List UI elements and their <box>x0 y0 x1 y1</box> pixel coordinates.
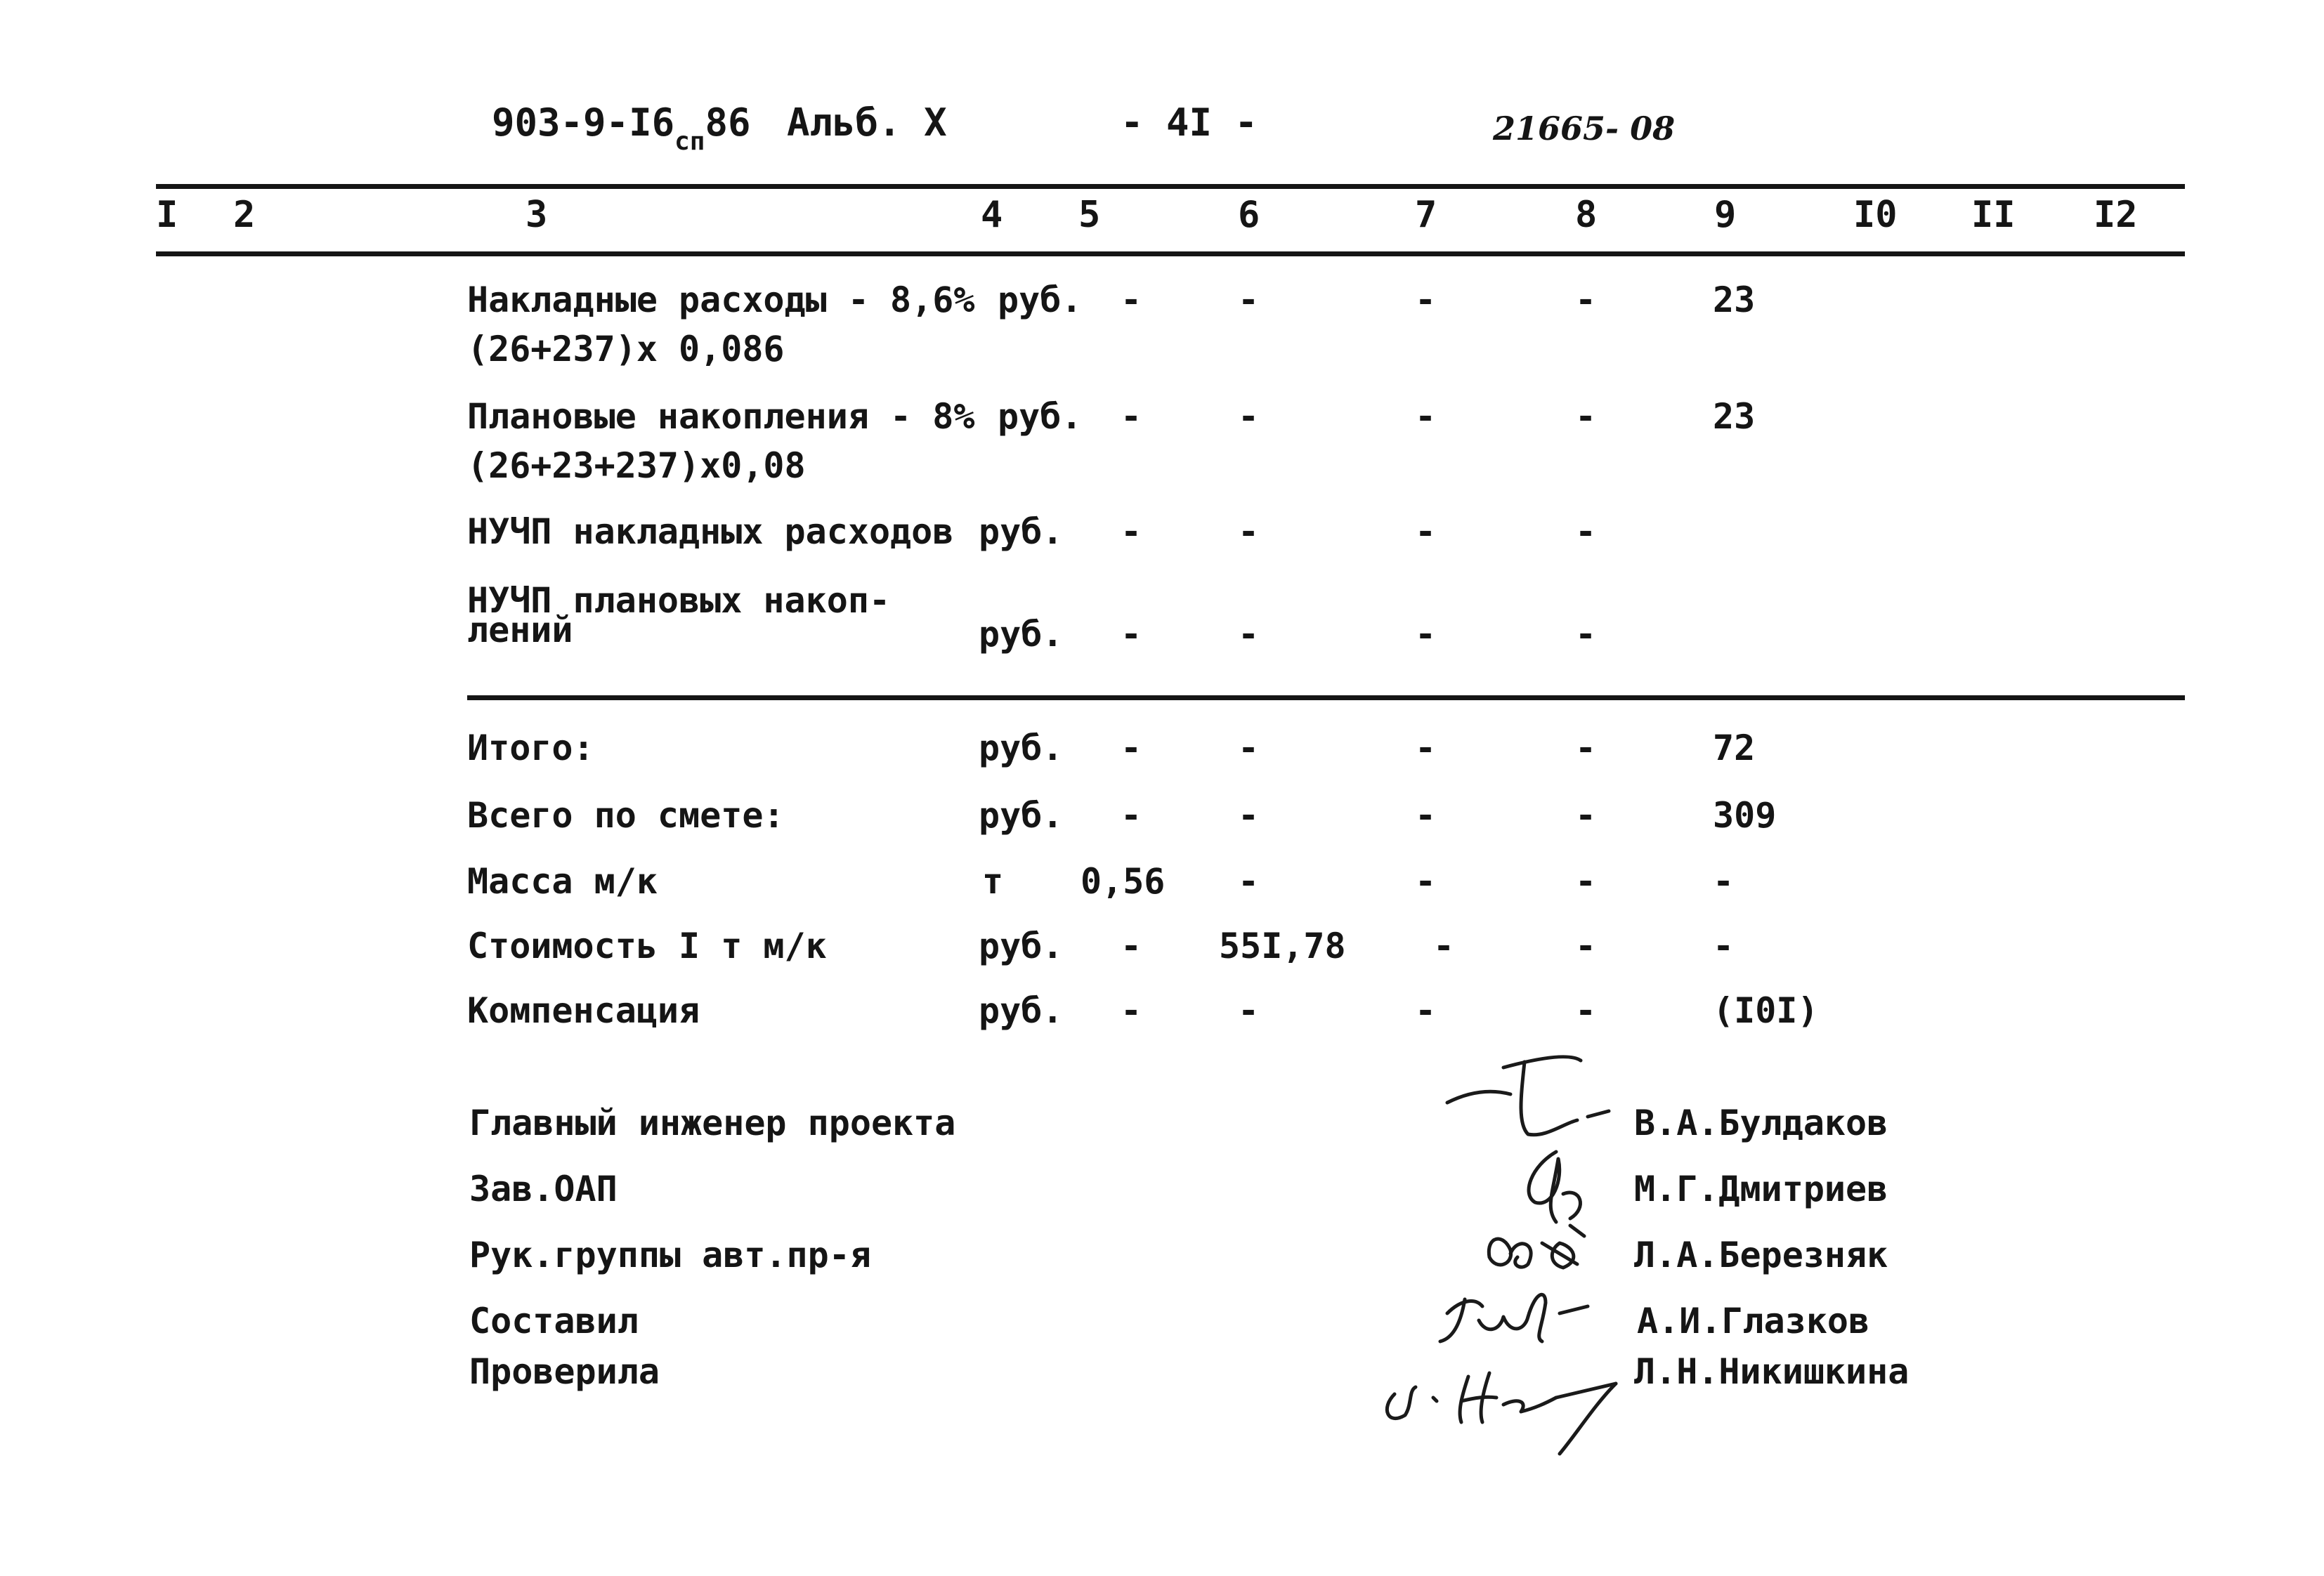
row-unit: руб. <box>979 511 1064 552</box>
cell-col5: 0,56 <box>1081 861 1166 902</box>
signature-name-compiler: А.И.Глазков <box>1637 1301 1870 1341</box>
row-label: Масса м/к <box>467 861 658 902</box>
cell-col6: - <box>1238 396 1260 437</box>
signature-name-chief-engineer: В.А.Булдаков <box>1634 1103 1888 1143</box>
cell-col5: - <box>1121 614 1142 655</box>
signature-name-group-lead: Л.А.Березняк <box>1634 1235 1888 1275</box>
document-code-main: 903-9-I6 <box>492 100 675 145</box>
row-unit: руб. <box>979 728 1064 768</box>
row-label: Всего по смете: <box>467 795 785 836</box>
row-formula: (26+237)x 0,086 <box>467 329 785 369</box>
cell-col9: - <box>1713 926 1735 966</box>
cell-col8: - <box>1575 861 1597 902</box>
cell-col7: - <box>1415 990 1437 1031</box>
cell-col5: - <box>1121 795 1142 836</box>
cell-col9: 72 <box>1713 728 1756 768</box>
row-label: НУЧП накладных расходов <box>467 511 954 552</box>
row-label-continued: лений <box>467 610 573 650</box>
row-unit: руб. <box>979 990 1064 1031</box>
cell-col6: - <box>1238 280 1260 320</box>
cell-col6: - <box>1238 614 1260 655</box>
column-number-9: 9 <box>1714 194 1737 236</box>
signature-mark-department-head <box>1529 1152 1584 1236</box>
row-label: Итого: <box>467 728 594 768</box>
signature-role-checker: Проверила <box>469 1351 660 1392</box>
cell-col9: 23 <box>1713 396 1756 437</box>
cell-col7: - <box>1415 795 1437 836</box>
cell-col5: - <box>1121 728 1142 768</box>
cell-col5: - <box>1121 511 1142 552</box>
cell-col8: - <box>1575 396 1597 437</box>
signature-role-group-lead: Рук.группы авт.пр-я <box>469 1235 871 1275</box>
column-number-2: 2 <box>233 194 256 236</box>
cell-col7: - <box>1415 511 1437 552</box>
cell-col6: 55I,78 <box>1219 926 1346 966</box>
row-unit: руб. <box>979 614 1064 655</box>
inventory-number: 21665- 08 <box>1493 110 1676 147</box>
row-label: Компенсация <box>467 990 700 1031</box>
column-number-12: I2 <box>2094 194 2138 236</box>
cell-col7: - <box>1415 396 1437 437</box>
cell-col9: (I0I) <box>1713 990 1819 1031</box>
cell-col9: 309 <box>1713 795 1777 836</box>
column-number-8: 8 <box>1575 194 1598 236</box>
cell-col5: - <box>1121 396 1142 437</box>
cell-col7: - <box>1415 728 1437 768</box>
cell-col8: - <box>1575 511 1597 552</box>
cell-col9: - <box>1713 861 1735 902</box>
row-formula: (26+23+237)x0,08 <box>467 445 806 486</box>
row-unit: т <box>982 861 1004 902</box>
column-number-1: I <box>156 194 178 236</box>
cell-col5: - <box>1121 280 1142 320</box>
page-number: - 4I - <box>1121 100 1258 145</box>
signature-mark-group-lead <box>1489 1239 1577 1268</box>
cell-col5: - <box>1121 990 1142 1031</box>
row-label: Накладные расходы - 8,6% <box>467 280 975 320</box>
cell-col8: - <box>1575 795 1597 836</box>
row-unit: руб. <box>998 396 1083 437</box>
signature-name-department-head: М.Г.Дмитриев <box>1634 1169 1888 1209</box>
cell-col6: - <box>1238 728 1260 768</box>
signature-role-chief-engineer: Главный инженер проекта <box>469 1103 956 1143</box>
column-number-7: 7 <box>1415 194 1437 236</box>
signature-role-department-head: Зав.ОАП <box>469 1169 618 1209</box>
signature-name-checker: Л.Н.Никишкина <box>1634 1351 1910 1392</box>
cell-col5: - <box>1121 926 1142 966</box>
signature-mark-compiler <box>1440 1294 1588 1341</box>
signature-mark-chief-engineer <box>1447 1057 1609 1135</box>
cell-col6: - <box>1238 861 1260 902</box>
row-unit: руб. <box>979 795 1064 836</box>
column-number-10: I0 <box>1853 194 1898 236</box>
row-label: Стоимость I т м/к <box>467 926 827 966</box>
cell-col8: - <box>1575 926 1597 966</box>
cell-col8: - <box>1575 728 1597 768</box>
signature-role-compiler: Составил <box>469 1301 639 1341</box>
cell-col9: 23 <box>1713 280 1756 320</box>
cell-col8: - <box>1575 990 1597 1031</box>
cell-col7: - <box>1415 280 1437 320</box>
column-number-5: 5 <box>1078 194 1101 236</box>
album-label: Альб. X <box>787 100 947 145</box>
row-label: НУЧП плановых накоп- <box>467 580 891 621</box>
cell-col6: - <box>1238 990 1260 1031</box>
document-code-year: 86 <box>705 100 751 145</box>
cell-col7: - <box>1415 614 1437 655</box>
row-label: Плановые накопления - 8% <box>467 396 975 437</box>
signature-mark-checker <box>1387 1373 1616 1454</box>
column-number-11: II <box>1971 194 2016 236</box>
cell-col8: - <box>1575 614 1597 655</box>
row-unit: руб. <box>979 926 1064 966</box>
cell-col7: - <box>1433 926 1455 966</box>
column-number-3: 3 <box>525 194 548 236</box>
cell-col7: - <box>1415 861 1437 902</box>
cell-col8: - <box>1575 280 1597 320</box>
column-number-4: 4 <box>981 194 1003 236</box>
cell-col6: - <box>1238 795 1260 836</box>
cell-col6: - <box>1238 511 1260 552</box>
column-number-6: 6 <box>1238 194 1260 236</box>
document-code-sub: сп <box>674 127 705 156</box>
row-unit: руб. <box>998 280 1083 320</box>
